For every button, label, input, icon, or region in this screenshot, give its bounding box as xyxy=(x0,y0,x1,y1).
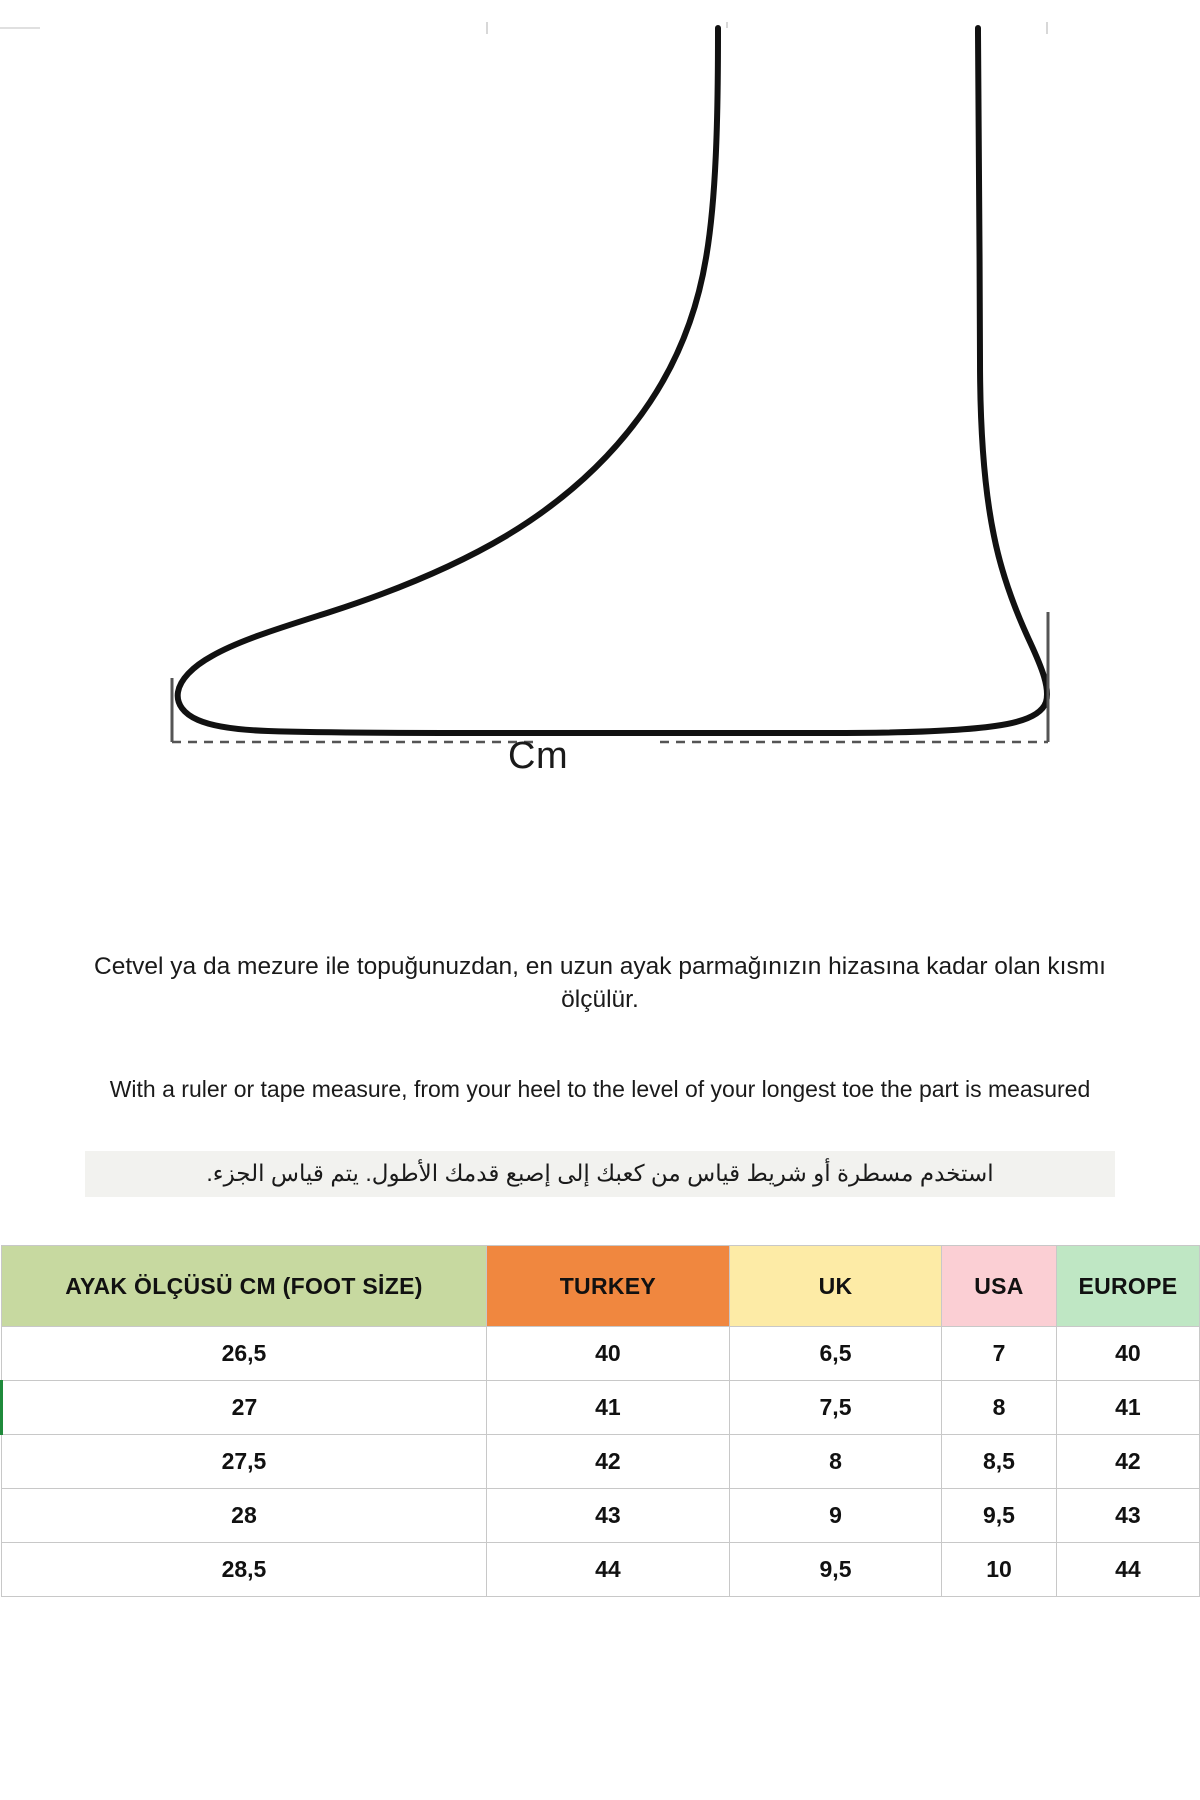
table-row xyxy=(2,1381,1200,1435)
cell-turkey: 43 xyxy=(486,1489,729,1543)
cell-turkey: 42 xyxy=(486,1435,729,1489)
cell-usa: 8,5 xyxy=(942,1435,1057,1489)
instructions-block xyxy=(0,950,1200,1197)
cell-foot-size: 27,5 xyxy=(2,1435,487,1489)
table-header-row xyxy=(2,1246,1200,1327)
cell-uk: 8 xyxy=(729,1435,941,1489)
header-usa: USA xyxy=(942,1246,1057,1327)
instruction-turkish: Cetvel ya da mezure ile topuğunuzdan, en uzun ayak parmağınızın hizasına kadar olan kısmı ölçülür. xyxy=(94,953,1106,1014)
table-header xyxy=(2,1246,1200,1327)
size-conversion-table xyxy=(0,1245,1200,1597)
table-row xyxy=(2,1489,1200,1543)
cell-europe: 42 xyxy=(1056,1435,1199,1489)
header-uk: UK xyxy=(729,1246,941,1327)
header-foot-size: AYAK ÖLÇÜSÜ CM (FOOT SİZE) xyxy=(2,1246,487,1327)
cell-foot-size: 27 xyxy=(2,1381,487,1435)
cell-europe: 41 xyxy=(1056,1381,1199,1435)
cell-usa: 8 xyxy=(942,1381,1057,1435)
cell-europe: 43 xyxy=(1056,1489,1199,1543)
cell-turkey: 41 xyxy=(486,1381,729,1435)
cell-europe: 44 xyxy=(1056,1543,1199,1597)
cell-usa: 10 xyxy=(942,1543,1057,1597)
cell-uk: 6,5 xyxy=(729,1327,941,1381)
cell-uk: 9 xyxy=(729,1489,941,1543)
table-row xyxy=(2,1327,1200,1381)
table-row xyxy=(2,1435,1200,1489)
header-turkey: TURKEY xyxy=(486,1246,729,1327)
instruction-english: With a ruler or tape measure, from your heel to the level of your longest toe the part is measured xyxy=(109,1076,1091,1103)
cell-uk: 7,5 xyxy=(729,1381,941,1435)
cell-foot-size: 26,5 xyxy=(2,1327,487,1381)
cm-measure-label: Cm xyxy=(508,735,569,777)
table-row xyxy=(2,1543,1200,1597)
cell-foot-size: 28,5 xyxy=(2,1543,487,1597)
table-body xyxy=(2,1327,1200,1597)
foot-outline-svg xyxy=(0,0,1200,800)
foot-diagram xyxy=(0,0,1200,800)
header-europe: EUROPE xyxy=(1056,1246,1199,1327)
cell-foot-size: 28 xyxy=(2,1489,487,1543)
instruction-arabic: استخدم مسطرة أو شريط قياس من كعبك إلى إصبع قدمك الأطول. يتم قياس الجزء. xyxy=(85,1151,1115,1197)
cell-usa: 7 xyxy=(942,1327,1057,1381)
cell-turkey: 44 xyxy=(486,1543,729,1597)
cell-usa: 9,5 xyxy=(942,1489,1057,1543)
cell-uk: 9,5 xyxy=(729,1543,941,1597)
cell-turkey: 40 xyxy=(486,1327,729,1381)
cell-europe: 40 xyxy=(1056,1327,1199,1381)
